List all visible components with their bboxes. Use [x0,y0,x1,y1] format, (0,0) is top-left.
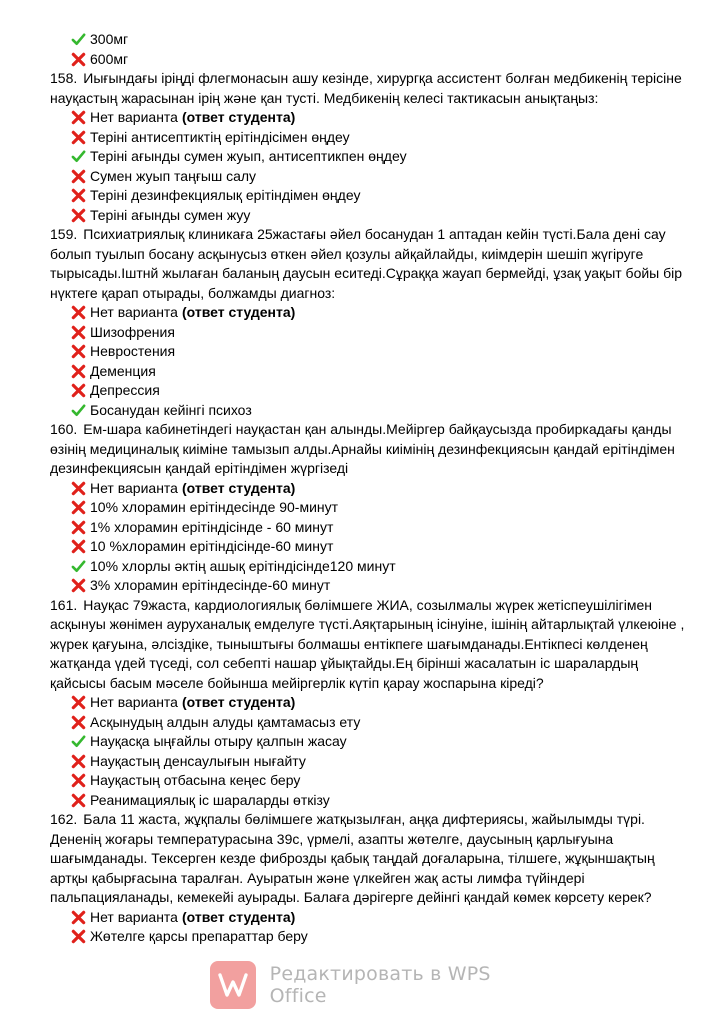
answer-option [50,206,690,226]
answer-option [50,518,690,538]
answer-option [50,303,690,323]
answer-option [50,401,690,421]
cross-icon [70,500,86,516]
checkmark-icon [70,149,86,165]
cross-icon [70,344,86,360]
answer-option [50,167,690,187]
answer-option-label: Невростения [90,343,176,359]
cross-icon [70,695,86,711]
checkmark-icon [70,558,86,574]
question-number: 160. [50,421,78,437]
question-block [50,69,690,225]
cross-icon [70,188,86,204]
answer-option-label: Реанимациялық іс шараларды өткізу [90,791,330,808]
answer-option-label: 10% хлорлы әктің ашық ерітіндісінде120 минут [90,557,396,574]
answer-option-label: Деменция [90,362,156,379]
question-text [50,810,690,908]
student-answer-tag: (ответ студента) [181,908,296,925]
answer-option [50,342,690,362]
question-block [50,596,690,811]
answer-option-label: 3% хлорамин ерітіндесінде-60 минут [90,577,331,593]
cross-icon [70,324,86,340]
answer-option-label: Шизофрения [90,323,175,340]
question-text [50,420,690,479]
student-answer-tag: (ответ студента) [181,479,296,496]
question-body: Бала 11 жаста, жұқпалы бөлімшеге жатқызылған, аңқа дифтериясы, жайылымды түрі. Дененің жоғары температурасына 39с, үрмелі, азапты жөтелге, даусының қарлығуына шағымданады. Тексерген кезде фиброзды қабық таңдай доғаларына, тілшеге, жұқыншақтың артқы қабырғасына таралған. Ауыратын және үлкейген жақ асты лимфа түйіндері пальпацияланады, кемекейі ауырады. Балаға дәрігерге дейінгі қандай көмек көрсету керек? [50,811,655,905]
cross-icon [70,753,86,769]
cross-icon [70,305,86,321]
question-number: 162. [50,811,78,827]
answer-option [50,791,690,811]
question-body: Науқас 79жаста, кардиологиялық бөлімшеге ЖИА, созылмалы жүрек жетіспеушілігімен асқынуы жөнімен ауруханалық емделуге түсті.Аяқтарының ісінуіне, ішінің айтарлықтай үлкеюіне , жүрек қағуына, әлсіздіке, тыныштығы болмашы ентікпеге шағымданады.Ентікпесі көлденең жатқанда үдей түседі, сол себепті нашар ұйықтайды.Ең бірінші жасалатын іс шаралардың қайсысы басым мәселе бойынша мейіргерлік күтіп қарау жоспарына кіреді? [50,596,685,691]
cross-icon [70,129,86,145]
answer-option-label: 1% хлорамин ерітіндісінде - 60 минут [90,518,334,535]
answer-option-label: Теріні ағынды сумен жуып, антисептикпен өңдеу [90,148,407,164]
question-number: 158. [50,70,78,86]
question-number: 161. [50,596,78,613]
answer-option [50,479,690,499]
answer-option [50,381,690,401]
answer-option [50,147,690,167]
answer-option [50,927,690,947]
answer-option-label: Науқасқа ыңғайлы отыру қалпын жасау [90,733,347,749]
cross-icon [70,909,86,925]
student-answer-tag: (ответ студента) [181,694,296,710]
answer-option-label: Депрессия [90,382,160,398]
answer-option [50,693,690,713]
cross-icon [70,383,86,399]
answer-option [50,537,690,557]
answer-option-label: Нет варианта [90,694,178,710]
question-body: Ем-шара кабинетіндегі науқастан қан алынды.Мейіргер байқаусызда пробиркадағы қанды өзінің медициналық киіміне тамызып алды.Арнайы киімінің дезинфекциясын қандай ерітіндімен дезинфекциясын қандай ерітіндімен жүргізеді [50,421,675,476]
answer-option-label: 10% хлорамин ерітіндесінде 90-минут [90,499,339,515]
cross-icon [70,519,86,535]
answer-option-label: Асқынудың алдын алуды қамтамасыз ету [90,713,361,730]
answer-option-label: Босанудан кейінгі психоз [90,401,252,418]
cross-icon [70,929,86,945]
answer-option-label: Науқастың денсаулығын нығайту [90,752,306,769]
answer-option [50,186,690,206]
answer-option [50,498,690,518]
answer-option-label: Жөтелге қарсы препараттар беру [90,928,308,944]
answer-option [50,362,690,382]
cross-icon [70,539,86,555]
cross-icon [70,578,86,594]
answer-option [50,30,690,50]
answer-option-label: Теріні антисептиктің ерітіндісімен өңдеу [90,128,350,145]
cross-icon [70,792,86,808]
cross-icon [70,714,86,730]
question-number: 159. [50,226,78,242]
answer-option [50,576,690,596]
document-content [50,30,690,947]
answer-option-label: Теріні дезинфекциялық ерітіндімен өңдеу [90,187,361,203]
question-text [50,596,690,694]
answer-option-label: 300мг [90,31,129,47]
cross-icon [70,110,86,126]
question-text [50,69,690,108]
question-block [50,420,690,596]
answer-option [50,323,690,343]
question-block [50,810,690,947]
answer-option-label: 600мг [90,50,129,67]
answer-option [50,50,690,70]
question-body: Иығындағы іріңді флегмонасын ашу кезінде, хирургқа ассистент болған медбикенің терісіне науқастың жарасынан ірің және қан тусті. Медбикенің келесі тактикасын анықтаңыз: [50,70,682,106]
question-block [50,225,690,420]
student-answer-tag: (ответ студента) [181,109,296,125]
wps-edit-banner[interactable] [210,960,540,1010]
answer-option-label: Нет варианта [90,908,178,925]
checkmark-icon [70,734,86,750]
checkmark-icon [70,32,86,48]
answer-option-label: Сумен жуып таңғыш салу [90,167,257,184]
answer-option [50,732,690,752]
cross-icon [70,168,86,184]
answer-option-label: Нет варианта [90,304,178,320]
answer-option [50,128,690,148]
answer-option [50,908,690,928]
answer-option-label: Нет варианта [90,109,178,125]
question-text [50,225,690,303]
student-answer-tag: (ответ студента) [181,304,296,320]
cross-icon [70,773,86,789]
answer-option-label: Науқастың отбасына кеңес беру [90,772,301,788]
cross-icon [70,207,86,223]
wps-edit-label[interactable]: Редактировать в WPS Office [269,963,491,1007]
answer-option [50,108,690,128]
cross-icon [70,51,86,67]
answer-option-label: Нет варианта [90,479,178,496]
answer-option [50,771,690,791]
answer-option-label: Теріні ағынды сумен жуу [90,206,251,223]
answer-option-label: 10 %хлорамин ерітіндісінде-60 минут [90,538,334,554]
answer-option [50,713,690,733]
answer-option [50,557,690,577]
answer-option [50,752,690,772]
cross-icon [70,480,86,496]
question-body: Психиатриялық клиникаға 25жастағы әйел босанудан 1 аптадан кейін түсті.Бала дені сау болып туылып босану асқынусыз өткен әйел қозулы айқайлайды, киімдерін шешіп жүгіруге тырысады.Іштнй жылаған баланың даусын еситеді.Сұраққа жауап бермейді, ұзақ уақыт бойы бір нүктеге қарап отырады, болжамды диагноз: [50,226,683,301]
checkmark-icon [70,402,86,418]
wps-logo-icon[interactable] [210,961,256,1009]
cross-icon [70,363,86,379]
